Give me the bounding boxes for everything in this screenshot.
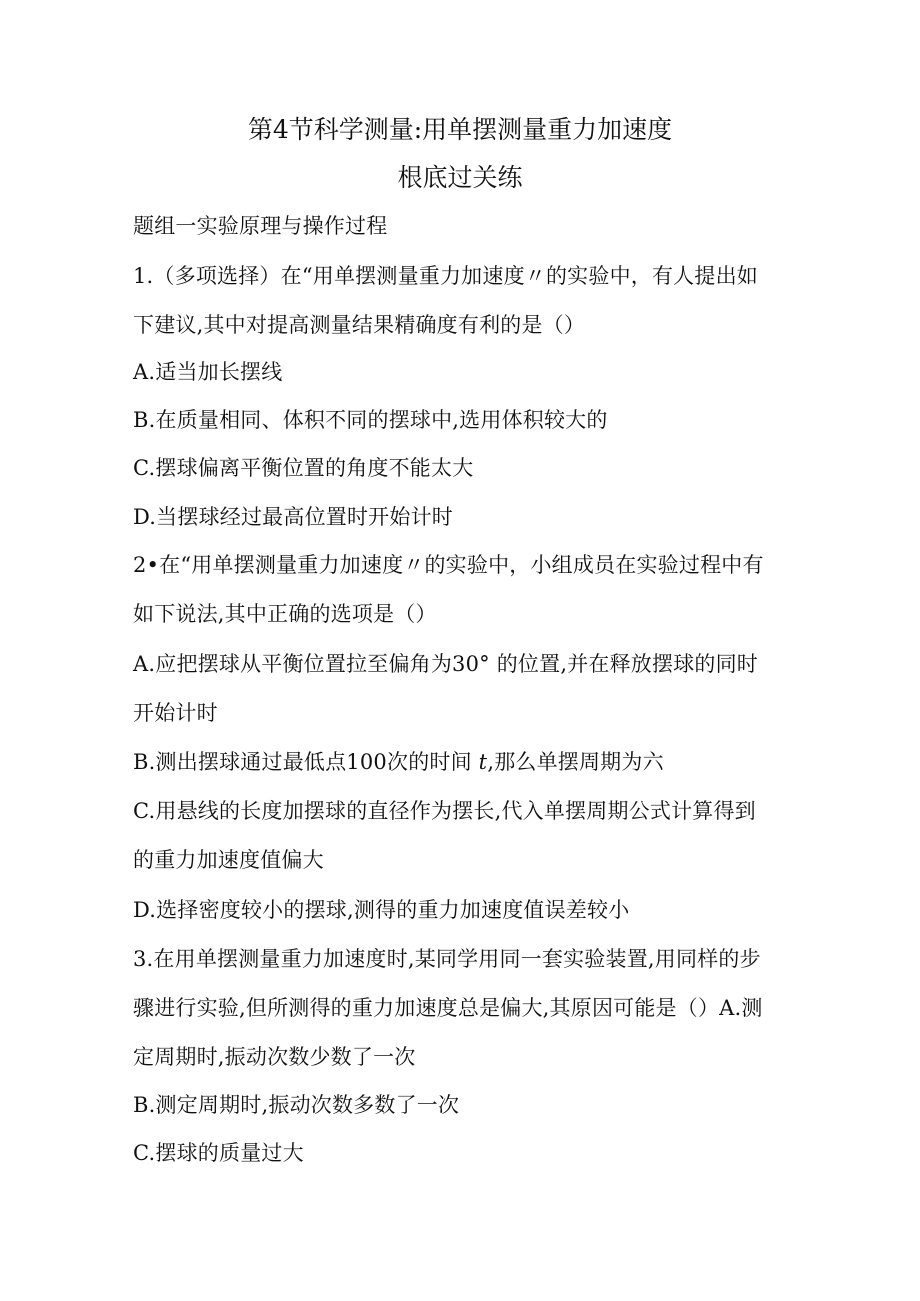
q2-option-b-variable: t bbox=[478, 750, 488, 774]
document-title: 第4节科学测量:用单摆测量重力加速度 bbox=[247, 115, 673, 144]
q2-option-b bbox=[133, 748, 664, 776]
q1-option-c: C.摆球偏离平衡位置的角度不能太大 bbox=[133, 456, 474, 480]
q3-option-c: C.摆球的质量过大 bbox=[133, 1141, 304, 1165]
q2-stem-line-2: 如下说法,其中正确的选项是（） bbox=[133, 602, 437, 626]
q1-option-b: B.在质量相同、体积不同的摆球中,选用体积较大的 bbox=[133, 408, 608, 432]
q2-option-c-line-2: 的重力加速度值偏大 bbox=[133, 848, 324, 872]
q1-stem-line-1: 1.（多项选择）在“用单摆测量重力加速度〃的实验中，有人提出如 bbox=[133, 264, 758, 288]
q3-stem-line-3: 定周期时,振动次数少数了一次 bbox=[133, 1045, 416, 1069]
q3-stem-line-1: 3.在用单摆测量重力加速度时,某同学用同一套实验装置,用同样的步 bbox=[133, 947, 761, 971]
q2-option-a-line-1: A.应把摆球从平衡位置拉至偏角为30° 的位置,并在释放摆球的同时 bbox=[133, 652, 759, 676]
q2-option-b-text-before: B.测出摆球通过最低点100次的时间 bbox=[133, 750, 479, 774]
q2-option-a-line-2: 开始计时 bbox=[133, 701, 218, 725]
q1-option-a: A.适当加长摆线 bbox=[133, 360, 283, 384]
q2-stem-line-1: 2•在“用单摆测量重力加速度〃的实验中，小组成员在实验过程中有 bbox=[133, 553, 764, 577]
q3-option-b: B.测定周期时,振动次数多数了一次 bbox=[133, 1093, 460, 1117]
q1-option-d: D.当摆球经过最高位置时开始计时 bbox=[133, 505, 453, 529]
q2-option-b-text-after: ,那么单摆周期为六 bbox=[487, 750, 664, 774]
q1-stem-line-2: 下建议,其中对提高测量结果精确度有利的是（） bbox=[133, 313, 586, 337]
q3-stem-line-2: 骤进行实验,但所测得的重力加速度总是偏大,其原因可能是（）A.测 bbox=[133, 996, 763, 1020]
section-heading: 题组一实验原理与操作过程 bbox=[133, 214, 388, 238]
q2-option-c-line-1: C.用悬线的长度加摆球的直径作为摆长,代入单摆周期公式计算得到 bbox=[133, 799, 756, 823]
document-subtitle: 根底过关练 bbox=[397, 163, 523, 192]
q2-option-d: D.选择密度较小的摆球,测得的重力加速度值误差较小 bbox=[133, 898, 630, 922]
